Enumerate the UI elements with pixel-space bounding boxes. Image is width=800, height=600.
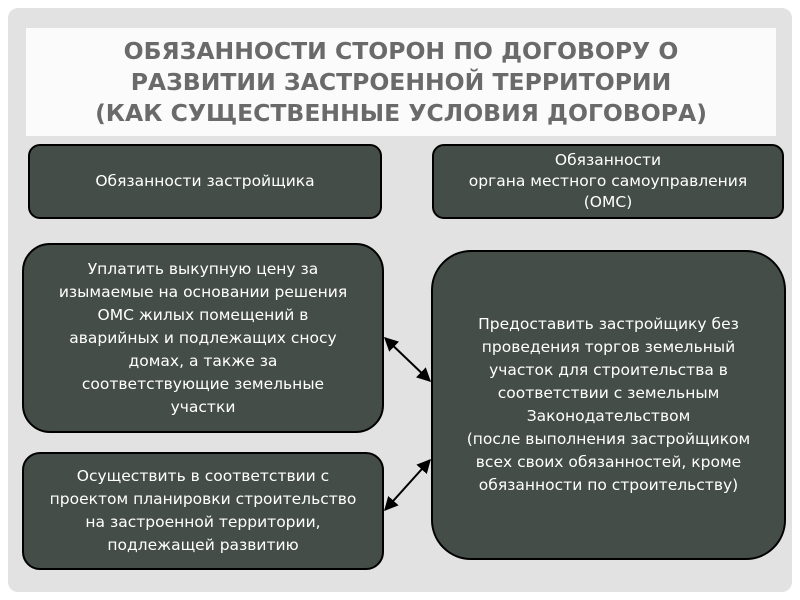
duty-land-line: Предоставить застройщику без — [478, 315, 739, 333]
oms-duty-land-box — [431, 250, 786, 560]
duty-land-line: (после выполнения застройщиком — [466, 430, 751, 448]
builder-duty-payment-box — [22, 243, 384, 433]
duty-payment-line: участки — [170, 397, 236, 416]
title-line-1: ОБЯЗАННОСТИ СТОРОН ПО ДОГОВОРУ О — [123, 37, 679, 65]
duty-construction-line: проектом планировки строительство — [49, 490, 357, 508]
duty-construction-line: на застроенной территории, — [85, 513, 321, 531]
slide-title — [26, 36, 776, 129]
oms-header-line-1: Обязанности — [554, 151, 662, 169]
duty-land-line: проведения торгов земельный — [481, 338, 736, 356]
builder-duties-header — [28, 144, 382, 219]
duty-land-line: соответствии с земельным — [497, 384, 720, 402]
duty-land-line: Законодательством — [526, 407, 691, 425]
oms-duties-header — [432, 144, 784, 219]
duty-payment-line: Уплатить выкупную цену за — [87, 259, 319, 278]
duty-payment-line: ОМС жилых помещений в — [97, 305, 309, 324]
duty-payment-line: изымаемые на основании решения — [58, 282, 348, 301]
title-line-3: (КАК СУЩЕСТВЕННЫЕ УСЛОВИЯ ДОГОВОРА) — [95, 99, 707, 127]
duty-payment-line: соответствующие земельные — [81, 374, 325, 393]
duty-payment-line: домах, а также за — [128, 351, 278, 370]
duty-land-line: всех своих обязанностей, кроме — [475, 453, 742, 471]
builder-duties-header-label: Обязанности застройщика — [95, 172, 315, 190]
builder-duty-construction-box — [22, 452, 384, 570]
duty-construction-line: подлежащей развитию — [107, 536, 299, 554]
duty-land-line: обязанности по строительству) — [478, 476, 739, 494]
oms-header-line-2: органа местного самоуправления — [468, 172, 748, 190]
duty-construction-line: Осуществить в соответствии с — [76, 467, 330, 485]
oms-header-line-3: (ОМС) — [583, 193, 633, 211]
duty-land-line: участок для строительства в — [489, 361, 728, 379]
duty-payment-line: аварийных и подлежащих сносу — [69, 328, 337, 347]
title-line-2: РАЗВИТИИ ЗАСТРОЕННОЙ ТЕРРИТОРИИ — [130, 68, 672, 96]
